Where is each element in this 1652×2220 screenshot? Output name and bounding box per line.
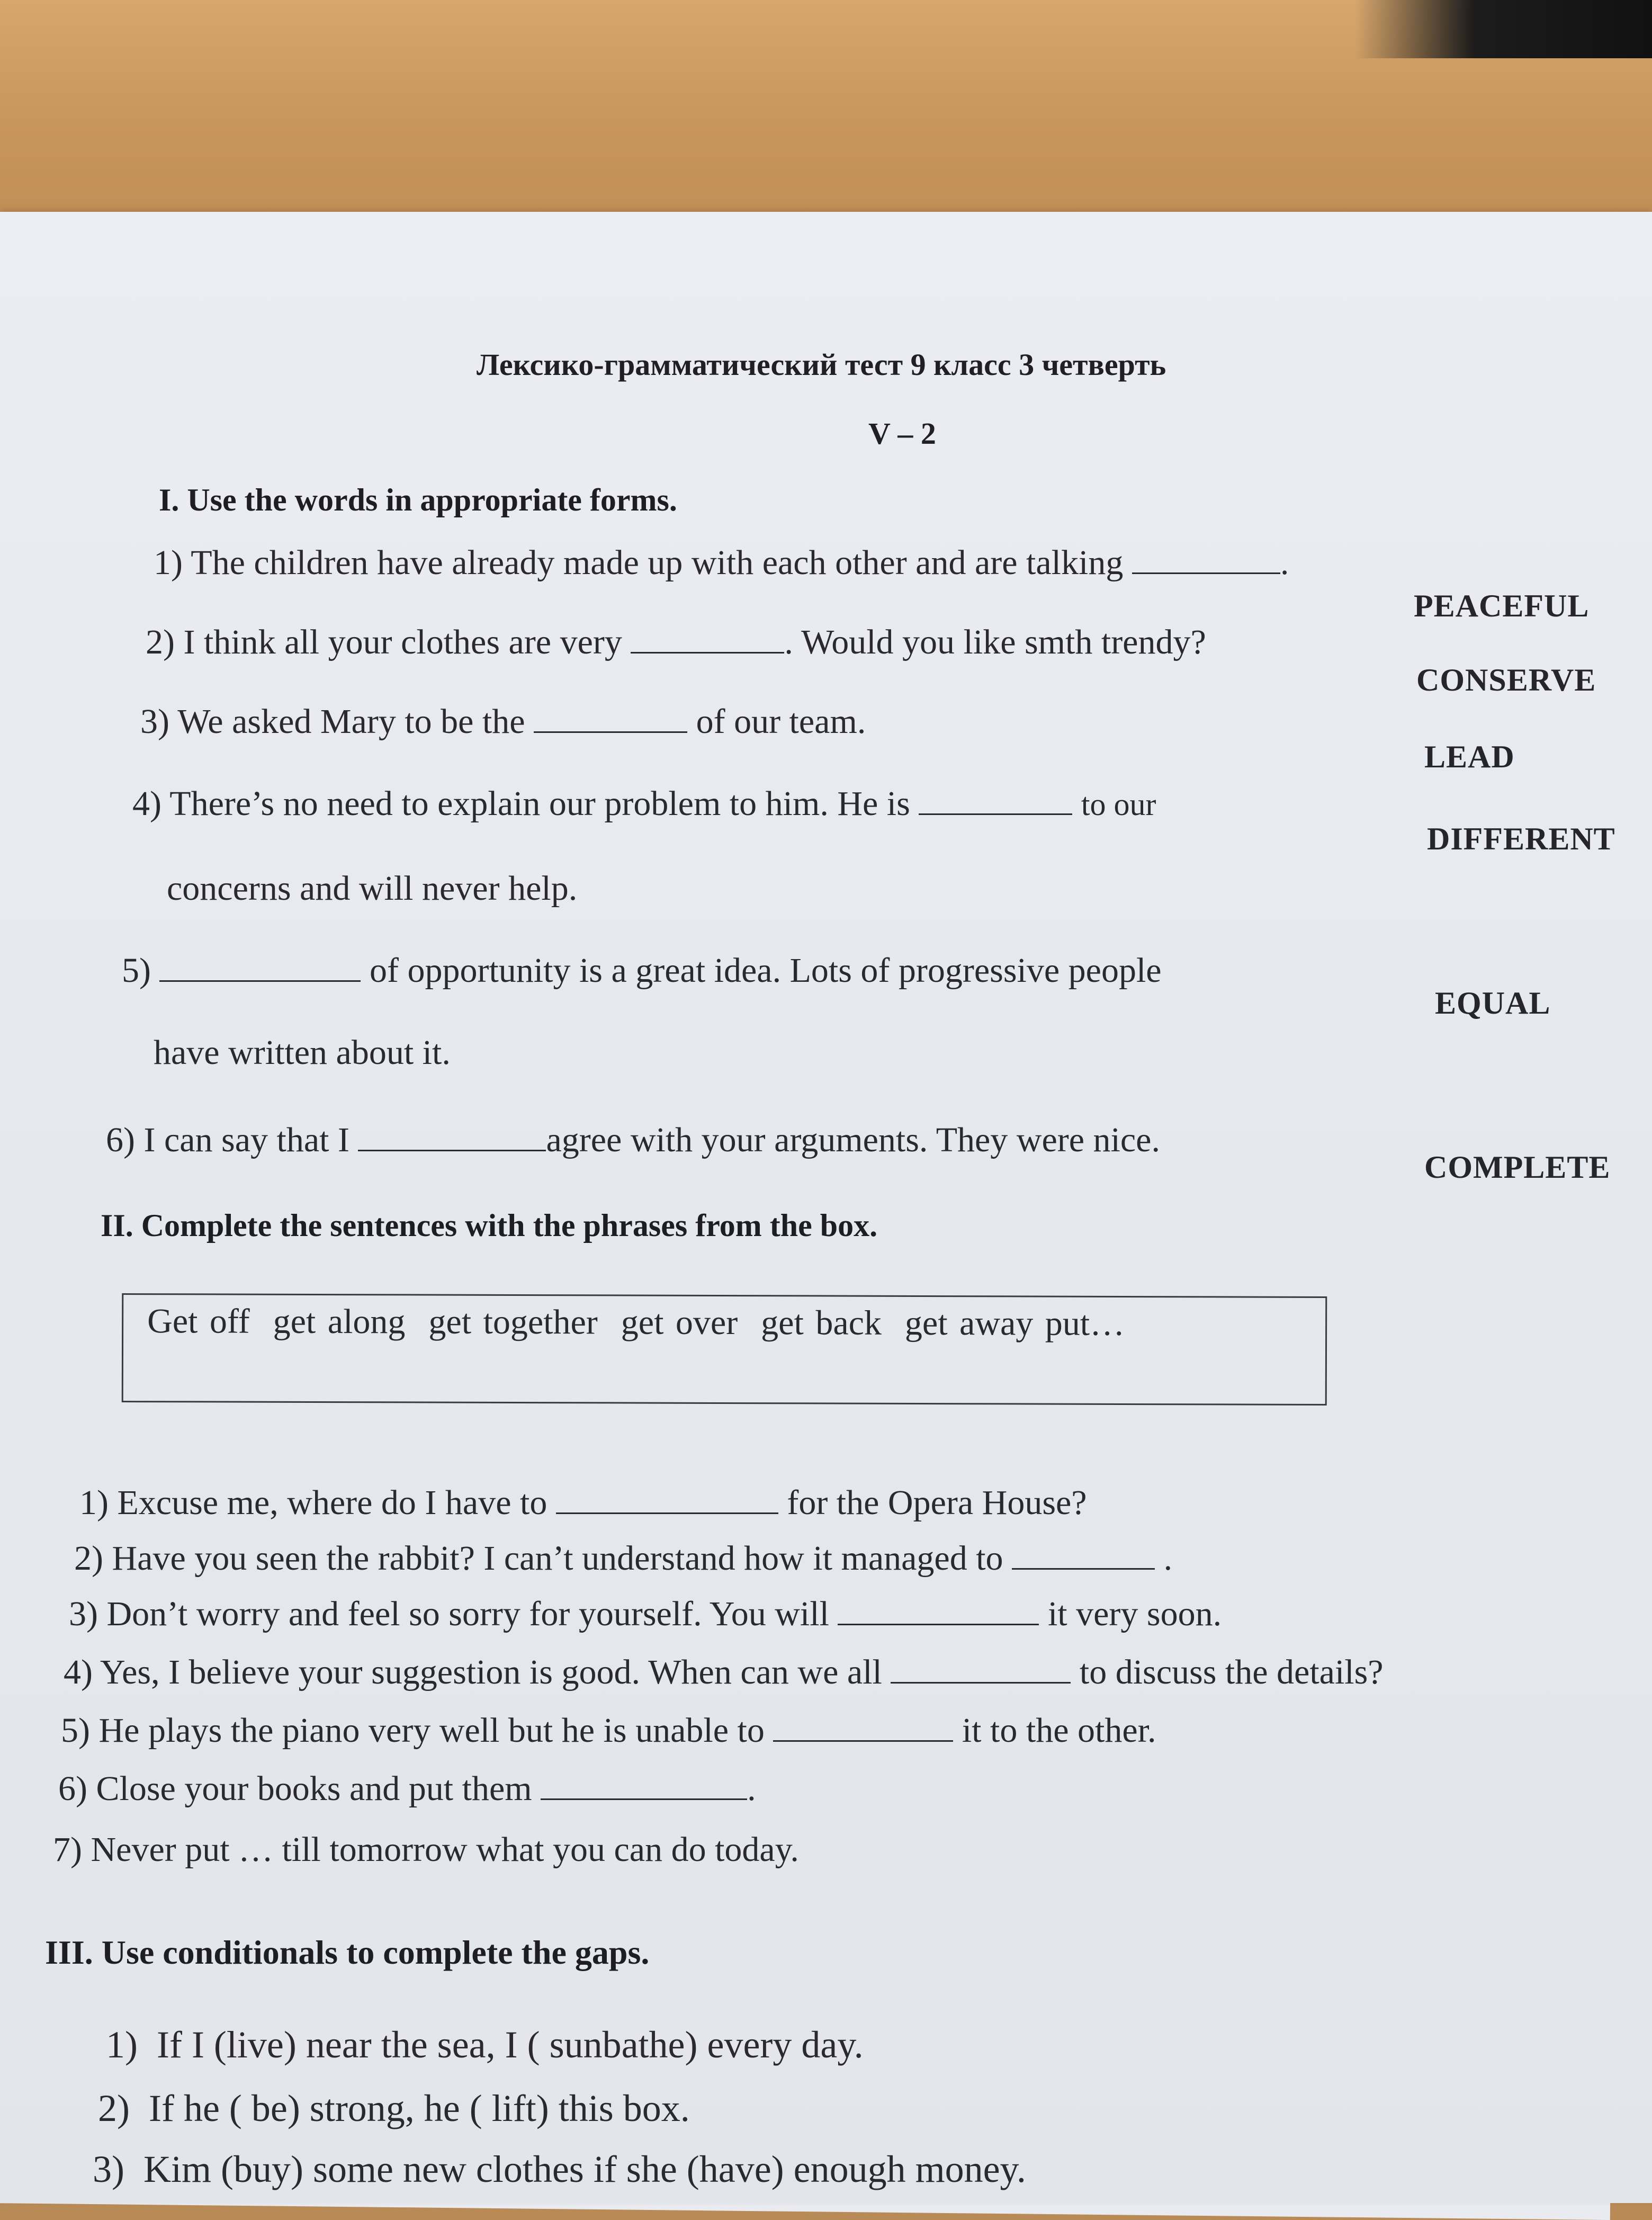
variant-label: V – 2 [868,416,936,451]
s1-item-3: 3) We asked Mary to be the of our team. [140,702,866,741]
s2-item-6: 6) Close your books and put them . [58,1769,756,1808]
answer-blank[interactable] [919,813,1072,815]
phrase-get-together: get together [428,1302,598,1342]
keyword-complete: COMPLETE [1424,1150,1611,1185]
section3-heading: III. Use conditionals to complete the gaps. [45,1933,650,1971]
s2-item-3: 3) Don’t worry and feel so sorry for yourself. You will it very soon. [69,1595,1222,1633]
answer-blank[interactable] [631,651,784,654]
answer-blank[interactable] [358,1149,546,1151]
phrase-get-off: Get off [147,1302,250,1341]
phrase-get-away-put: get away put… [904,1303,1125,1343]
s2-item-7: 7) Never put … till tomorrow what you can do today. [53,1830,799,1869]
answer-blank[interactable] [891,1681,1071,1684]
s2-item-1: 1) Excuse me, where do I have to for the Opera House? [79,1483,1087,1522]
s1-item-2: 2) I think all your clothes are very . Would you like smth trendy? [146,623,1206,661]
answer-blank[interactable] [534,731,687,733]
section2-heading: II. Complete the sentences with the phrases from the box. [101,1208,878,1243]
s1-item-4: 4) There’s no need to explain our problem to him. He is to our [132,784,1156,823]
answer-blank[interactable] [1012,1568,1155,1570]
answer-blank[interactable] [556,1512,778,1514]
s3-item-1: 1) If I (live) near the sea, I ( sunbathe) every day. [106,2024,864,2066]
answer-blank[interactable] [838,1623,1039,1625]
desk-shadow [1355,0,1652,58]
s1-item-4-continuation: concerns and will never help. [167,869,578,908]
phrase-box [122,1293,1327,1406]
answer-blank[interactable] [541,1798,747,1800]
answer-blank[interactable] [773,1740,953,1742]
s3-item-3: 3) Kim (buy) some new clothes if she (have) enough money. [93,2148,1026,2190]
s3-item-2: 2) If he ( be) strong, he ( lift) this box. [98,2087,690,2129]
phrase-get-along: get along [273,1302,406,1341]
section1-heading: I. Use the words in appropriate forms. [159,482,677,517]
keyword-different: DIFFERENT [1427,821,1615,856]
phrase-list [147,1301,1148,1344]
test-title: Лексико-грамматический тест 9 класс 3 четверть [477,347,1166,382]
s1-item-5-continuation: have written about it. [154,1033,451,1072]
keyword-equal: EQUAL [1435,986,1551,1021]
s1-item-5: 5) of opportunity is a great idea. Lots of progressive people [122,951,1162,990]
keyword-conserve: CONSERVE [1416,663,1596,697]
answer-blank[interactable] [1132,572,1280,574]
phrase-get-back: get back [761,1303,882,1342]
s2-item-5: 5) He plays the piano very well but he is unable to it to the other. [61,1711,1156,1750]
answer-blank[interactable] [159,980,361,982]
keyword-peaceful: PEACEFUL [1414,588,1590,623]
s1-item-1: 1) The children have already made up with each other and are talking . [154,543,1289,582]
s2-item-2: 2) Have you seen the rabbit? I can’t understand how it managed to . [74,1539,1173,1578]
s2-item-4: 4) Yes, I believe your suggestion is good. When can we all to discuss the details? [64,1653,1384,1691]
phrase-get-over: get over [621,1303,738,1342]
keyword-lead: LEAD [1424,739,1515,774]
s1-item-6: 6) I can say that I agree with your arguments. They were nice. [106,1121,1160,1159]
